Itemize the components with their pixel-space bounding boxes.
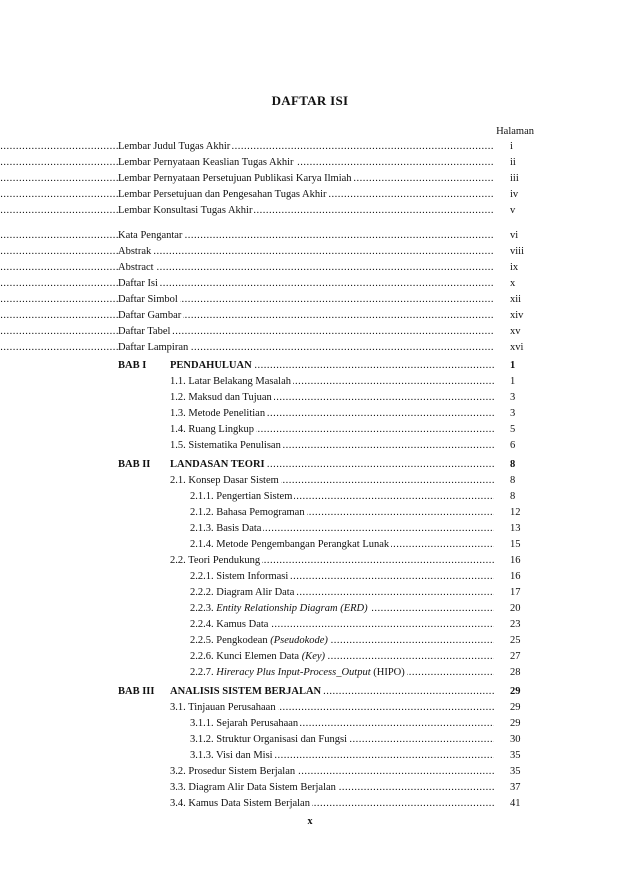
toc-entry: ..... 1.1. Latar Belakang Masalah 1 — [118, 374, 528, 390]
toc-entry: ..... Abstrak viii — [118, 244, 528, 260]
toc-entry: ..... 2.1.2. Bahasa Pemograman 12 — [118, 505, 528, 521]
toc-entry: ..... Daftar Isi x — [118, 276, 528, 292]
chapter-heading: BAB I ..... PENDAHULUAN 1 — [118, 358, 528, 374]
toc-entry: ..... 2.1.4. Metode Pengembangan Perangkat Lunak 15 — [118, 537, 528, 553]
page-title: DAFTAR ISI — [271, 93, 349, 108]
chapter-heading: BAB II ..... LANDASAN TEORI 8 — [118, 457, 528, 473]
halaman-header: Halaman — [496, 126, 534, 137]
toc-entry: ..... 3.4. Kamus Data Sistem Berjalan 41 — [118, 796, 528, 812]
toc-entry: ..... 2.1.3. Basis Data 13 — [118, 521, 528, 537]
toc-entry: ..... Lembar Pernyataan Persetujuan Publikasi Karya Ilmiah iii — [118, 171, 528, 187]
toc-entry: ..... 2.2.7. Hireracy Plus Input-Process_Output (HIPO) 28 — [118, 665, 528, 681]
toc-entry: ..... 2.2.6. Kunci Elemen Data (Key) 27 — [118, 649, 528, 665]
toc-entry: ..... 2.2.2. Diagram Alir Data 17 — [118, 585, 528, 601]
toc-entry: ..... 3.1.1. Sejarah Perusahaan 29 — [118, 716, 528, 732]
toc-entry: ..... 1.5. Sistematika Penulisan 6 — [118, 438, 528, 454]
toc-entry: ..... Lembar Judul Tugas Akhir i — [118, 139, 528, 155]
toc-entry: ..... 2.2.3. Entity Relationship Diagram (ERD) 20 — [118, 601, 528, 617]
toc-entry: ..... Daftar Simbol xii — [118, 292, 528, 308]
toc-entry: ..... 2.2. Teori Pendukung 16 — [118, 553, 528, 569]
toc-entry: ..... 2.2.4. Kamus Data 23 — [118, 617, 528, 633]
toc-entry: ..... 3.1.2. Struktur Organisasi dan Fungsi 30 — [118, 732, 528, 748]
toc-entry: ..... Lembar Konsultasi Tugas Akhir v — [118, 203, 528, 219]
toc-entry: ..... Daftar Lampiran xvi — [118, 340, 528, 356]
toc-entry: ..... 2.2.5. Pengkodean (Pseudokode) 25 — [118, 633, 528, 649]
toc-entry: ..... 1.2. Maksud dan Tujuan 3 — [118, 390, 528, 406]
chapter-heading: BAB III ..... ANALISIS SISTEM BERJALAN 29 — [118, 684, 528, 700]
toc-entry: ..... 3.3. Diagram Alir Data Sistem Berjalan 37 — [118, 780, 528, 796]
toc-entry: ..... Lembar Persetujuan dan Pengesahan Tugas Akhir iv — [118, 187, 528, 203]
toc-entry: ..... Daftar Gambar xiv — [118, 308, 528, 324]
toc-entry: ..... 2.2.1. Sistem Informasi 16 — [118, 569, 528, 585]
page-number: x — [307, 816, 313, 827]
toc-entry: ..... Abstract ix — [118, 260, 528, 276]
toc-entry: ..... Daftar Tabel xv — [118, 324, 528, 340]
toc-entry: ..... 2.1. Konsep Dasar Sistem 8 — [118, 473, 528, 489]
toc-entry: ..... 2.1.1. Pengertian Sistem 8 — [118, 489, 528, 505]
toc-entry: ..... 3.1.3. Visi dan Misi 35 — [118, 748, 528, 764]
toc-entry: ..... 3.2. Prosedur Sistem Berjalan 35 — [118, 764, 528, 780]
toc-entry: ..... 3.1. Tinjauan Perusahaan 29 — [118, 700, 528, 716]
toc-entry: ..... Kata Pengantar vi — [118, 228, 528, 244]
toc-entry: ..... 1.3. Metode Penelitian 3 — [118, 406, 528, 422]
toc-entry: ..... 1.4. Ruang Lingkup 5 — [118, 422, 528, 438]
toc-entry: ..... Lembar Pernyataan Keaslian Tugas Akhir ii — [118, 155, 528, 171]
